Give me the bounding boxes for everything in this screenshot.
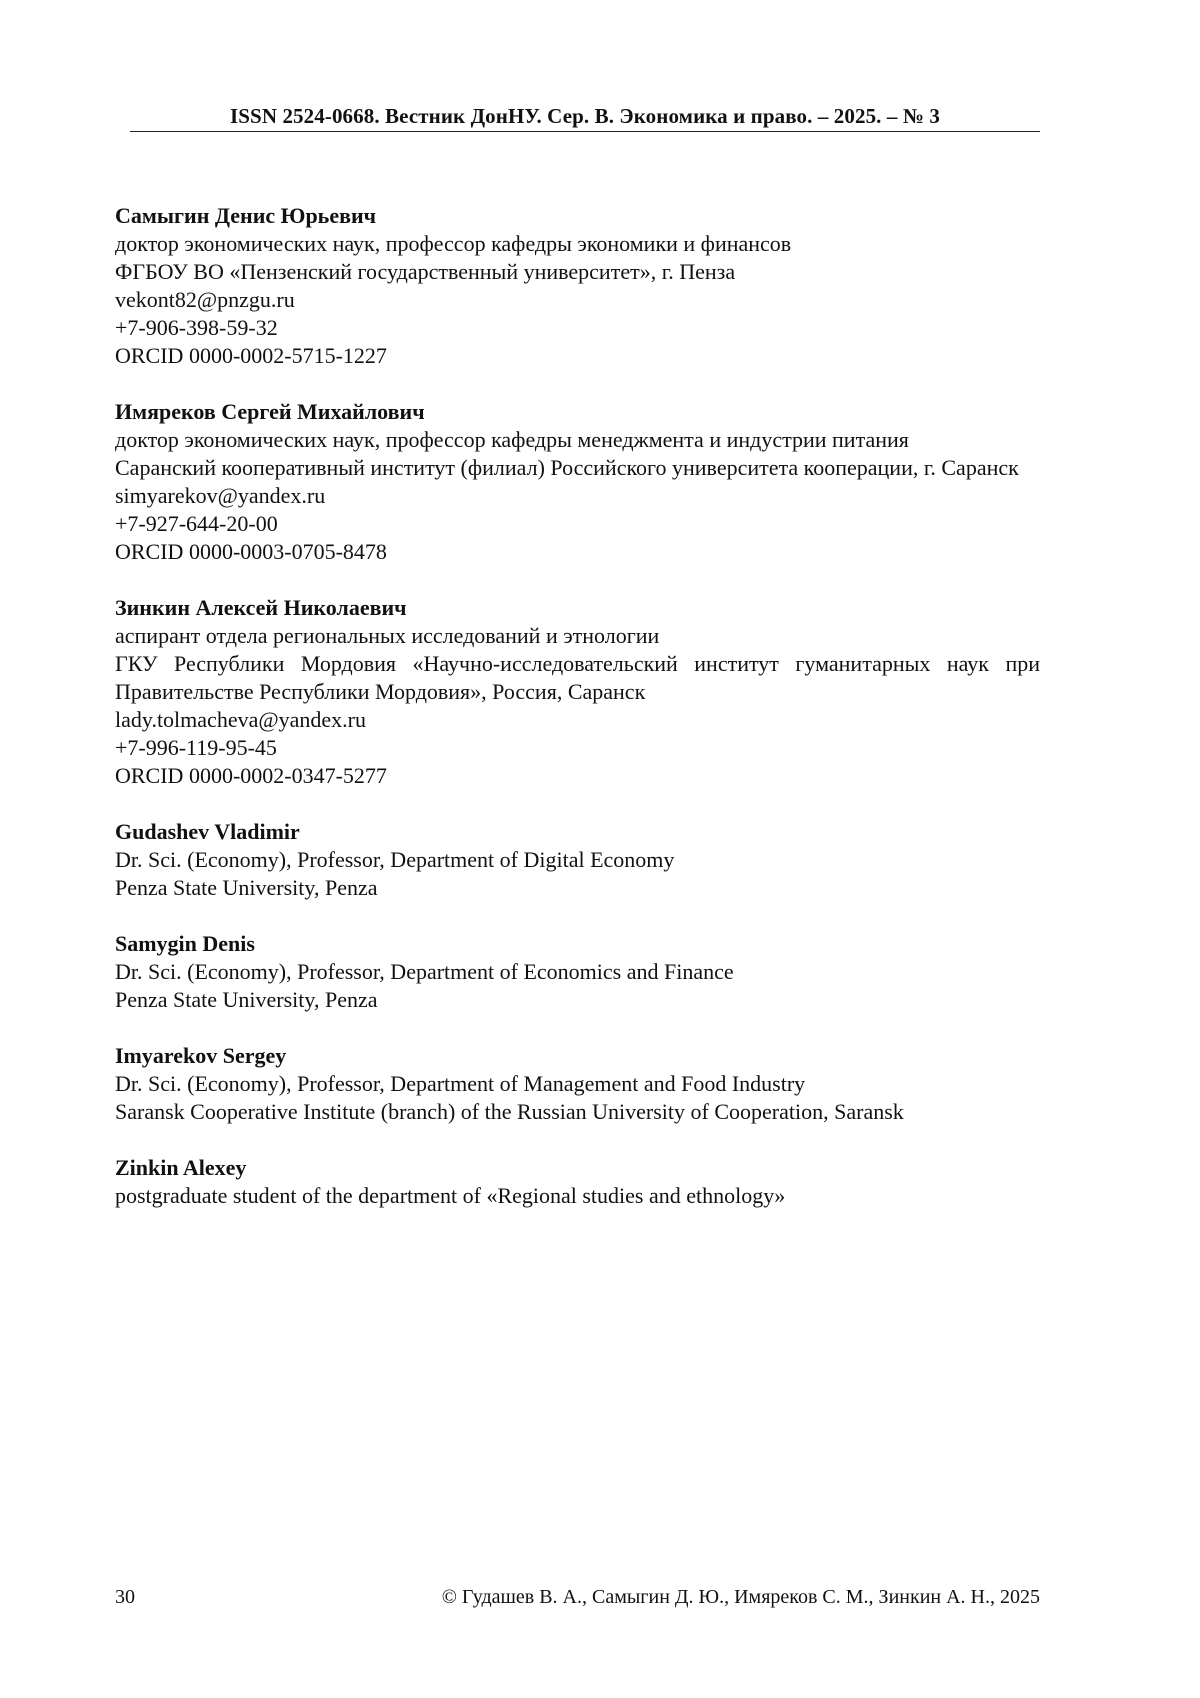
author-entry [115,930,1040,1014]
author-position: Dr. Sci. (Economy), Professor, Department of Economics and Finance [115,959,734,984]
author-phone: +7-906-398-59-32 [115,315,278,340]
author-affiliation: Саранский кооперативный институт (филиал) Российского университета кооперации, г. Саранск [115,455,1019,480]
author-phone: +7-927-644-20-00 [115,511,278,536]
author-email: lady.tolmacheva@yandex.ru [115,707,366,732]
author-name: Зинкин Алексей Николаевич [115,595,407,620]
author-email: simyarekov@yandex.ru [115,483,326,508]
author-name: Gudashev Vladimir [115,819,300,844]
author-email: vekont82@pnzgu.ru [115,287,295,312]
header-divider [130,131,1040,132]
author-name: Zinkin Alexey [115,1155,247,1180]
author-affiliation: Penza State University, Penza [115,875,378,900]
author-entry [115,398,1040,566]
author-affiliation: ГКУ Республики Мордовия «Научно-исследовательский институт гуманитарных наук при Правительстве Республики Мордовия», Россия, Саранск [115,651,1040,704]
author-entry [115,202,1040,370]
running-header: ISSN 2524-0668. Вестник ДонНУ. Сер. В. Экономика и право. – 2025. – № 3 [230,104,940,128]
author-affiliation: ФГБОУ ВО «Пензенский государственный университет», г. Пенза [115,259,736,284]
author-affiliation: Penza State University, Penza [115,987,378,1012]
author-orcid: ORCID 0000-0002-0347-5277 [115,763,387,788]
author-orcid: ORCID 0000-0002-5715-1227 [115,343,387,368]
author-info-list [115,202,1040,1238]
author-entry [115,594,1040,790]
author-affiliation: Saransk Cooperative Institute (branch) of the Russian University of Cooperation, Saransk [115,1099,904,1124]
author-position: postgraduate student of the department of «Regional studies and ethnology» [115,1183,786,1208]
author-position: Dr. Sci. (Economy), Professor, Department of Management and Food Industry [115,1071,806,1096]
author-position: доктор экономических наук, профессор кафедры менеджмента и индустрии питания [115,427,909,452]
author-name: Samygin Denis [115,931,255,956]
copyright-notice: © Гудашев В. А., Самыгин Д. Ю., Имяреков С. М., Зинкин А. Н., 2025 [441,1586,1040,1608]
author-name: Самыгин Денис Юрьевич [115,203,377,228]
author-name: Имяреков Сергей Михайлович [115,399,425,424]
author-entry [115,1154,1040,1210]
author-orcid: ORCID 0000-0003-0705-8478 [115,539,387,564]
author-position: Dr. Sci. (Economy), Professor, Department of Digital Economy [115,847,675,872]
author-position: аспирант отдела региональных исследований и этнологии [115,623,660,648]
author-entry [115,1042,1040,1126]
author-name: Imyarekov Sergey [115,1043,287,1068]
page-number: 30 [115,1586,135,1608]
author-phone: +7-996-119-95-45 [115,735,277,760]
author-position: доктор экономических наук, профессор кафедры экономики и финансов [115,231,792,256]
author-entry [115,818,1040,902]
